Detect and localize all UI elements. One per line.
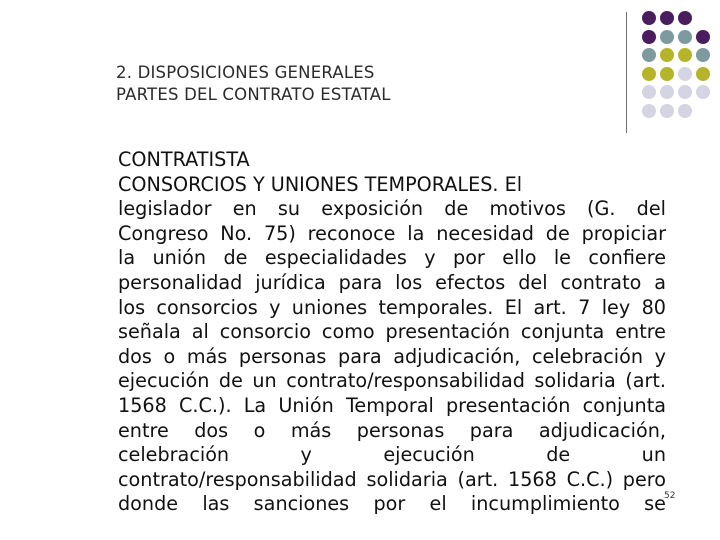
decorative-dot [696, 30, 710, 44]
decorative-dot [696, 48, 710, 62]
decorative-dot [660, 85, 674, 99]
decorative-dot [678, 85, 692, 99]
slide-title [116, 62, 586, 106]
decorative-dot [696, 85, 710, 99]
body-line: Congreso No. 75) reconoce la necesidad de propiciar [118, 221, 666, 245]
decorative-dot [660, 67, 674, 81]
body-line: contrato/responsabilidad solidaria (art. 1568 C.C.) pero [118, 467, 666, 491]
body-line: dos o más personas para adjudicación, celebración y [118, 344, 666, 368]
body-line: legislador en su exposición de motivos (G. del [118, 197, 666, 221]
decorative-dot [678, 11, 692, 25]
title-line-2: PARTES DEL CONTRATO ESTATAL [116, 85, 391, 104]
body-line: señala al consorcio como presentación conjunta entre [118, 320, 666, 344]
section-heading: CONTRATISTA [118, 148, 250, 171]
decorative-dot [660, 48, 674, 62]
decorative-dot [678, 67, 692, 81]
decorative-dot-grid [638, 8, 720, 136]
decorative-dot [642, 11, 656, 25]
decorative-dot [696, 67, 710, 81]
decorative-dot [660, 11, 674, 25]
body-line: donde las sanciones por el incumplimiento se [118, 492, 666, 516]
body-line: entre dos o más personas para adjudicación, [118, 418, 666, 442]
decorative-dot [660, 30, 674, 44]
lead-bold: CONSORCIOS Y UNIONES TEMPORALES. [118, 172, 499, 196]
lead-rest: El [504, 172, 523, 196]
body-line: ejecución de un contrato/responsabilidad solidaria (art. [118, 369, 666, 393]
decorative-dot [642, 85, 656, 99]
lead-line [118, 173, 666, 198]
decorative-dot [678, 104, 692, 118]
body-paragraph [118, 197, 666, 517]
body-line: los consorcios y uniones temporales. El art. 7 ley 80 [118, 295, 666, 319]
body-line: la unión de especialidades y por ello le confiere [118, 246, 666, 270]
decorative-dot [642, 48, 656, 62]
body-line: personalidad jurídica para los efectos del contrato a [118, 270, 666, 294]
page-number: 52 [664, 491, 676, 501]
decorative-dot [642, 67, 656, 81]
decorative-dot [678, 48, 692, 62]
divider-line [626, 12, 627, 133]
body-line: 1568 C.C.). La Unión Temporal presentación conjunta [118, 393, 666, 417]
decorative-dot [660, 104, 674, 118]
title-line-1: 2. DISPOSICIONES GENERALES [116, 63, 375, 82]
body-text [118, 148, 666, 517]
decorative-dot [642, 104, 656, 118]
decorative-dot [678, 30, 692, 44]
body-line: celebración y ejecución de un [118, 443, 666, 467]
decorative-dot [642, 30, 656, 44]
